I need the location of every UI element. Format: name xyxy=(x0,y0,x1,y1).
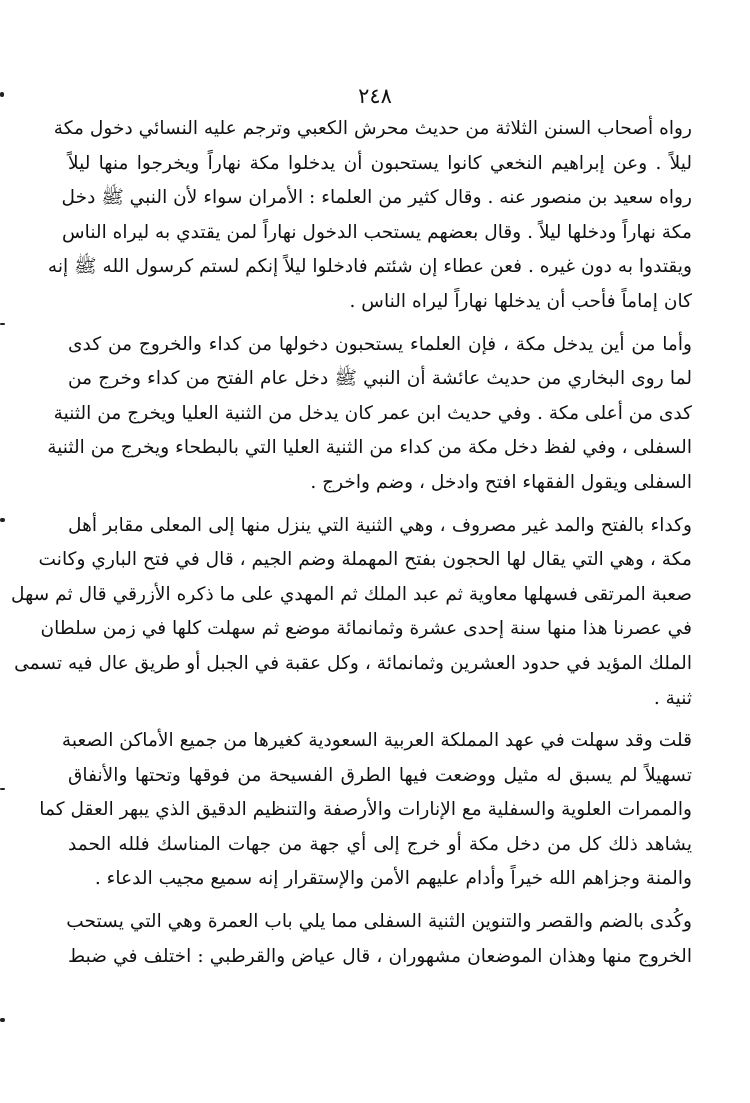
paragraph xyxy=(68,905,692,974)
text-line: الخروج منها وهذان الموضعان مشهوران ، قال عياض والقرطبي : اختلف في ضبط xyxy=(68,945,692,967)
text-line: وكُدى بالضم والقصر والتنوين الثنية السفلى مما يلي باب العمرة وهي التي يستحب xyxy=(66,911,692,933)
text-line: تسهيلاً لم يسبق له مثيل ووضعت فيها الطرق الفسيحة من فوقها وتحتها والأنفاق xyxy=(68,764,692,786)
text-line: والممرات العلوية والسفلية مع الإنارات والأرصفة والتنظيم الدقيق الذي يبهر العقل كما xyxy=(39,799,692,821)
margin-mark xyxy=(0,1018,5,1022)
text-line: مكة نهاراً ودخلها ليلاً . وقال بعضهم يستحب الدخول نهاراً لمن يقتدي به ليراه الناس xyxy=(61,221,692,243)
paragraph xyxy=(47,112,692,320)
paragraph xyxy=(47,328,692,501)
text-line: رواه أصحاب السنن الثلاثة من حديث محرش الكعبي وترجم عليه النسائي دخول مكة xyxy=(53,118,692,139)
text-line: وأما من أين يدخل مكة ، فإن العلماء يستحبون دخولها من كداء والخروج من كدى xyxy=(68,333,692,355)
text-line: وكداء بالفتح والمد غير مصروف ، وهي الثنية التي ينزل منها إلى المعلى مقابر أهل xyxy=(68,514,692,536)
text-line: قلت وقد سهلت في عهد المملكة العربية السعودية كغيرها من جميع الأماكن الصعبة xyxy=(61,730,692,752)
text-line: في عصرنا هذا منها سنة إحدى عشرة وثمانمائة موضع ثم سهلت كلها في زمن سلطان xyxy=(40,618,692,640)
text-line: السفلى ويقول الفقهاء افتح وادخل ، وضم واخرج . xyxy=(310,471,692,493)
text-line: مكة ، وهي التي يقال لها الحجون بفتح المهملة وضم الجيم ، قال في فتح الباري وكانت xyxy=(38,549,692,571)
text-line: كدى من أعلى مكة . وفي حديث ابن عمر كان يدخل من الثنية العليا ويخرج من الثنية xyxy=(53,402,692,424)
text-line: الملك المؤيد في حدود العشرين وثمانمائة ، وكل عقبة في الجبل أو طريق عال فيه تسمى xyxy=(14,652,692,674)
paragraph xyxy=(11,509,692,717)
margin-mark xyxy=(0,518,5,522)
page-number: ٢٤٨ xyxy=(358,84,392,108)
margin-mark xyxy=(0,323,5,325)
text-line: ليلاً . وعن إبراهيم النخعي كانوا يستحبون أن يدخلوا مكة نهاراً ويخرجوا منها ليلاً xyxy=(68,152,692,174)
text-line: رواه سعيد بن منصور عنه . وقال كثير من العلماء : الأمران سواء لأن النبي ﷺ دخل xyxy=(61,187,692,209)
paragraph xyxy=(39,724,692,897)
text-line: يشاهد ذلك كل من دخل مكة أو خرج إلى أي جهة من جهات المناسك فلله الحمد xyxy=(68,833,692,855)
text-line: صعبة المرتقى فسهلها معاوية ثم عبد الملك ثم المهدي على ما ذكره الأزرقي قال ثم سهل xyxy=(11,583,692,605)
body-text xyxy=(11,112,692,974)
text-line: السفلى ، وفي لفظ دخل مكة من كداء من الثنية العليا التي بالبطحاء ويخرج من الثنية xyxy=(47,437,692,459)
text-line: والمنة وجزاهم الله خيراً وأدام عليهم الأمن والإستقرار إنه سميع مجيب الدعاء . xyxy=(94,868,692,890)
text-line: ويقتدوا به دون غيره . فعن عطاء إن شئتم فادخلوا ليلاً إنكم لستم كرسول الله ﷺ إنه xyxy=(47,256,692,278)
text-line: ثنية . xyxy=(653,687,692,709)
margin-mark xyxy=(0,788,5,790)
text-line: لما روى البخاري من حديث عائشة أن النبي ﷺ دخل عام الفتح من كداء وخرج من xyxy=(68,368,692,390)
text-line: كان إماماً فأحب أن يدخلها نهاراً ليراه الناس . xyxy=(349,290,692,312)
